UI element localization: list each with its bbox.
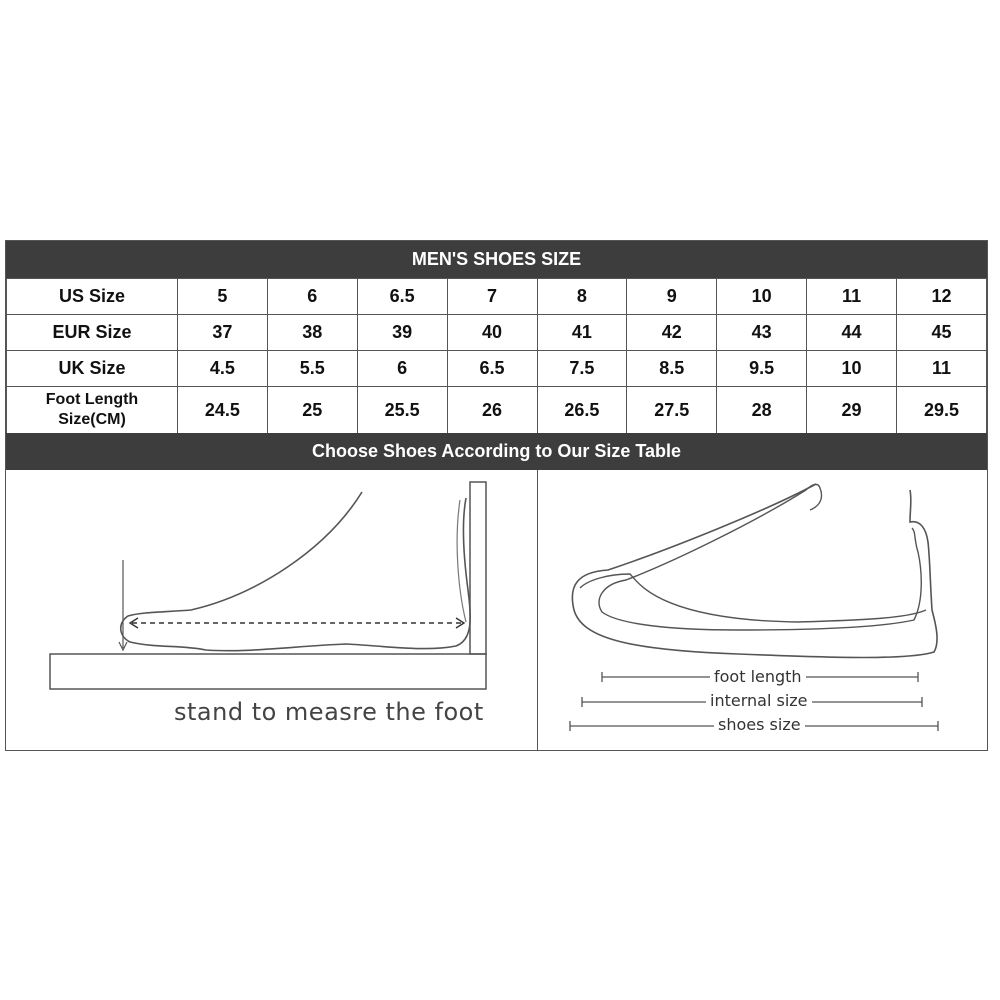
table-cell: 7.5: [537, 351, 627, 387]
foot-length-label: foot length: [710, 667, 806, 686]
table-cell: 24.5: [178, 387, 268, 434]
table-cell: 39: [357, 315, 447, 351]
shoes-size-label: shoes size: [714, 715, 805, 734]
table-cell: 25.5: [357, 387, 447, 434]
table-cell: 44: [807, 315, 897, 351]
row-label-us: US Size: [7, 279, 178, 315]
table-cell: 9: [627, 279, 717, 315]
table-cell: 28: [717, 387, 807, 434]
table-title: MEN'S SHOES SIZE: [6, 241, 987, 278]
measure-foot-panel: [6, 470, 538, 750]
table-cell: 26.5: [537, 387, 627, 434]
table-row-uk: [7, 351, 987, 387]
table-cell: 27.5: [627, 387, 717, 434]
shoe-collar: [806, 484, 822, 510]
internal-size-label: internal size: [706, 691, 812, 710]
table-cell: 6.5: [357, 279, 447, 315]
table-cell: 5: [178, 279, 268, 315]
table-cell: 10: [807, 351, 897, 387]
table-cell: 6.5: [447, 351, 537, 387]
table-cell: 37: [178, 315, 268, 351]
table-cell: 6: [357, 351, 447, 387]
table-cell: 25: [267, 387, 357, 434]
row-label-line: Size(CM): [58, 411, 126, 428]
foot-outline: [121, 492, 470, 651]
measure-caption: stand to measre the foot: [174, 698, 484, 726]
table-cell: 40: [447, 315, 537, 351]
table-cell: 11: [807, 279, 897, 315]
table-cell: 6: [267, 279, 357, 315]
row-label-line: Foot Length: [45, 391, 139, 408]
table-cell: 41: [537, 315, 627, 351]
guide-title: Choose Shoes According to Our Size Table: [6, 433, 987, 470]
table-cell: 4.5: [178, 351, 268, 387]
shoe-size-panel: [538, 470, 987, 750]
shoe-sole: [580, 574, 926, 622]
table-cell: 12: [897, 279, 987, 315]
table-cell: 42: [627, 315, 717, 351]
table-cell: 8: [537, 279, 627, 315]
shoe-outer: [572, 484, 937, 658]
floor-block: [50, 654, 486, 689]
wall-board: [470, 482, 486, 654]
row-label-uk: UK Size: [7, 351, 178, 387]
row-label-foot-length: [7, 387, 178, 434]
table-cell: 5.5: [267, 351, 357, 387]
table-cell: 9.5: [717, 351, 807, 387]
table-cell: 38: [267, 315, 357, 351]
table-cell: 11: [897, 351, 987, 387]
table-cell: 43: [717, 315, 807, 351]
table-cell: 8.5: [627, 351, 717, 387]
table-row-foot-length: [7, 387, 987, 434]
table-cell: 29.5: [897, 387, 987, 434]
table-cell: 45: [897, 315, 987, 351]
table-cell: 26: [447, 387, 537, 434]
table-cell: 29: [807, 387, 897, 434]
table-row-us: [7, 279, 987, 315]
table-cell: 10: [717, 279, 807, 315]
table-cell: 7: [447, 279, 537, 315]
row-label-eur: EUR Size: [7, 315, 178, 351]
size-table: [6, 278, 987, 434]
table-row-eur: [7, 315, 987, 351]
size-chart: [5, 240, 988, 751]
